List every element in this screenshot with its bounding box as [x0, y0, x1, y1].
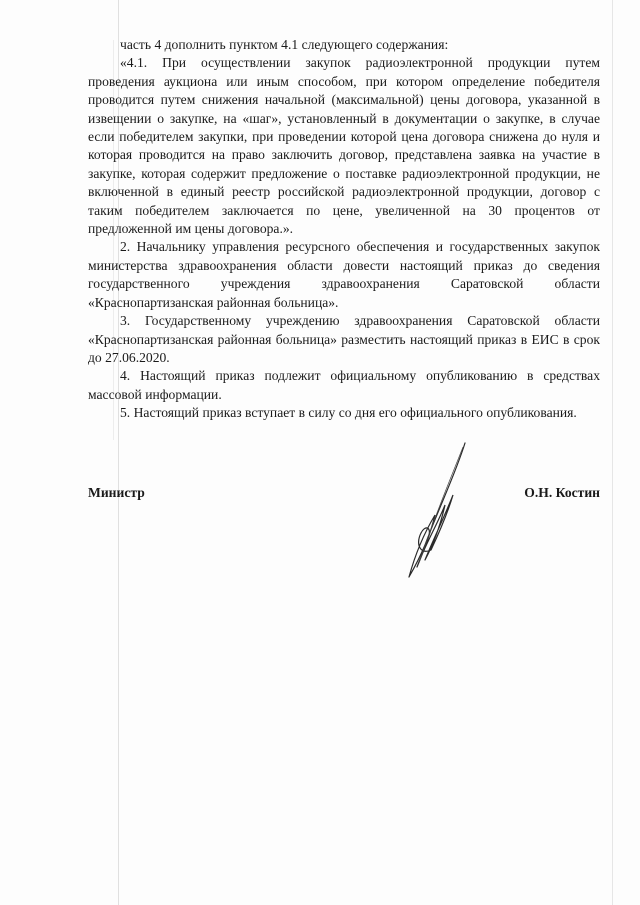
paragraph-5: 5. Настоящий приказ вступает в силу со дня его официального опубликования.: [120, 405, 577, 421]
paragraph-4: 4. Настоящий приказ подлежит официальному опубликованию в средствах массовой информации.: [88, 368, 600, 402]
paragraph-3: 3. Государственному учреждению здравоохранения Саратовской области «Краснопартизанская районная больница» разместить настоящий приказ в ЕИС в срок до 27.06.2020.: [88, 313, 600, 365]
handwritten-signature: [395, 435, 475, 585]
paragraph-intro: часть 4 дополнить пунктом 4.1 следующего содержания:: [120, 37, 449, 52]
document-body: [88, 36, 600, 423]
signatory-name: О.Н. Костин: [524, 485, 600, 500]
paragraph-4-1: «4.1. При осуществлении закупок радиоэлектронной продукции путем проведения аукциона или иным способом, при котором определение победителя проводится путем снижения начальной (максимальной) цены договора, указанной в извещении о закупке, на «шаг», установленный в документации о закупке, в случае если победителем закупки, при проведении которой цена договора снижена до нуля и которая проводится на право заключить договор, представлена заявка на участие в закупке, которая содержит предложение о поставке радиоэлектронной продукции, не включенной в единый реестр российской радиоэлектронной продукции, договор с таким победителем заключается по цене, увеличенной на 30 процентов от предложенной им цены договора.».: [88, 55, 600, 237]
signature-row: [88, 485, 600, 507]
paragraph-2: 2. Начальнику управления ресурсного обеспечения и государственных закупок министерства здравоохранения области довести настоящий приказ до сведения государственного учреждения здравоохранения Саратовской области «Краснопартизанская районная больница».: [88, 239, 600, 310]
signatory-title: Министр: [88, 485, 145, 500]
scan-artifact-line: [612, 0, 613, 905]
